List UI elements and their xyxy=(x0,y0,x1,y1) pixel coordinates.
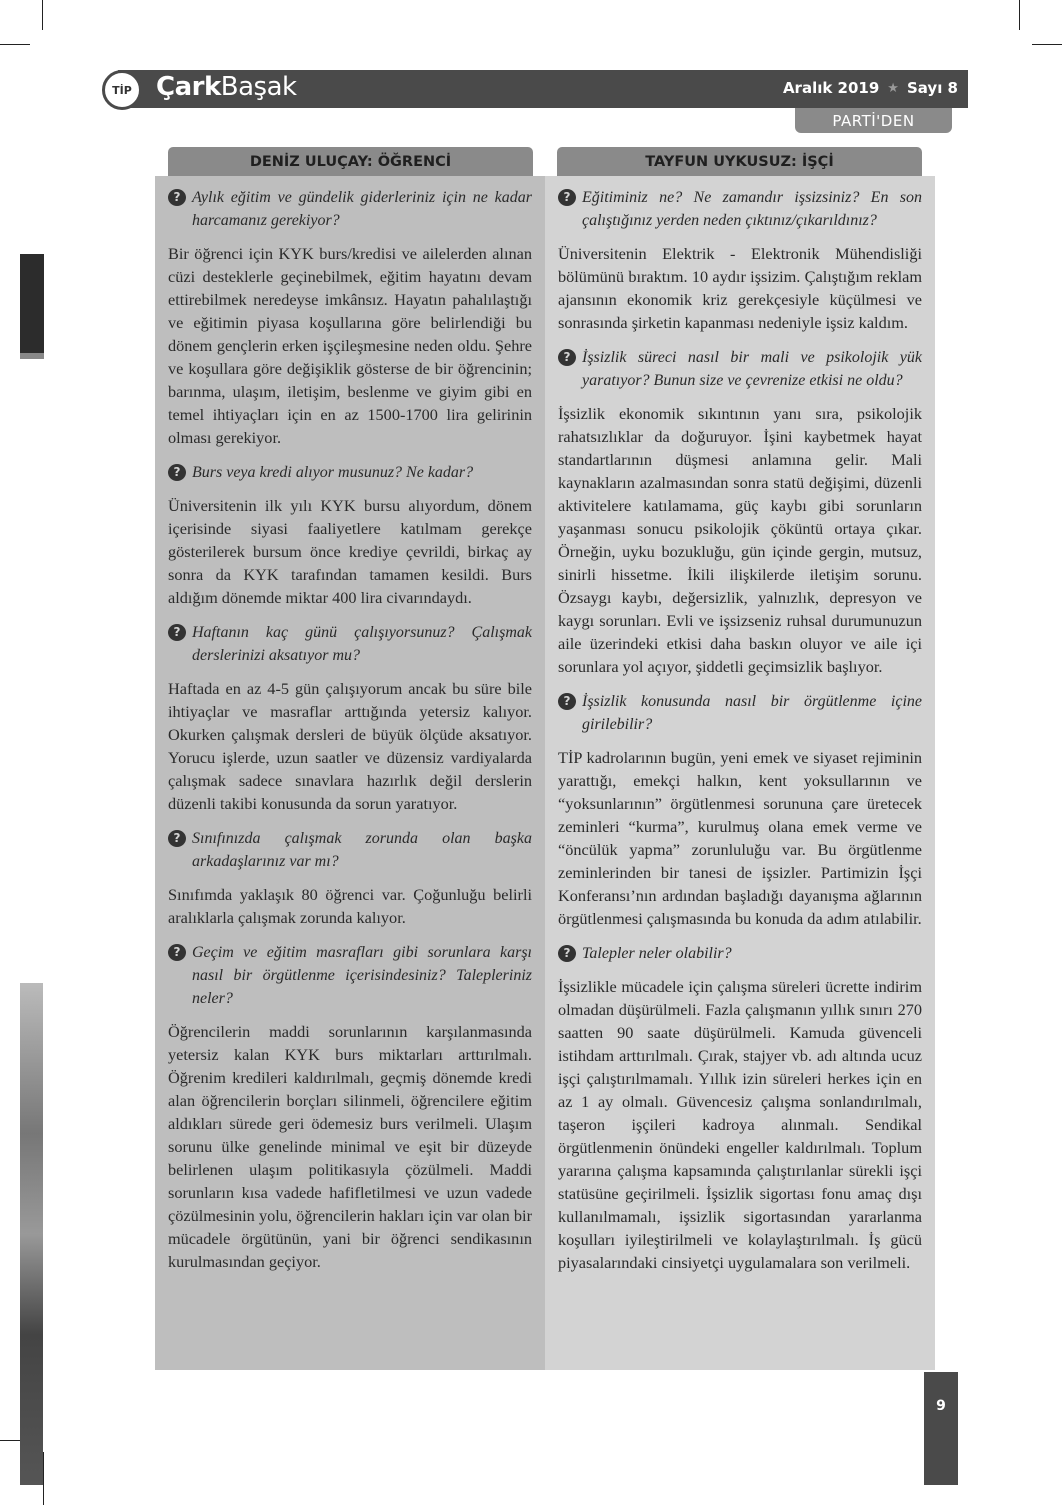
question xyxy=(168,827,532,873)
question-icon: ? xyxy=(558,189,576,206)
question-text: Haftanın kaç günü çalışıyorsunuz? Çalışmak derslerinizi aksatıyor mu? xyxy=(192,624,532,664)
answer-text: İşsizlikle mücadele için çalışma süreleri ücrette indirim olmadan düşürülmeli. Fazla çalışmanın yıllık sınırı 270 saatten 90 saate düşürülmeli. Kamuda güvenceli istihdam arttırılmalı. Çırak, stajyer vb. adı altında ucuz işçi çalıştırılmamalı. Yıllık izin süreleri herkes için en az 1 ay olmalı. Güvencesiz çalışma sonlandırılmalı, taşeron işçileri kadroya alınmalı. Sendikal örgütlenmenin önündeki engeller kaldırılmalı. Toplum yararına çalışma kapsamında çalıştırılanlar sürekli işçi statüsüne geçirilmeli. İşsizlik sigortası fonu amaç dışı kullanılmamalı, işsizlik sigortasından yararlanma koşulları iyileştirilmeli ve kolaylaştırılmalı. İş gücü piyasalarındaki cinsiyetçi uygulamalara son verilmeli. xyxy=(558,977,922,1272)
brand-title xyxy=(156,72,297,102)
crop-mark xyxy=(1032,44,1062,45)
issue-number: Sayı 8 xyxy=(906,79,958,97)
issue-info xyxy=(783,79,958,97)
question xyxy=(558,186,922,232)
issue-date: Aralık 2019 xyxy=(782,79,880,97)
answer-text: TİP kadrolarının bugün, yeni emek ve siyaset rejiminin yarattığı, emekçi halkın, kent yoksullarının ve “yoksunlarının” örgütlenmesi sorununa çare üretecek zeminleri “kurma”, kurulmuş olana emek verme ve “öncülük yapma” zorunluluğu var. Bu örgütlenme zeminlerinden bir tanesi de işsizler. Partimizin İşçi Konferansı’nın ardından başladığı dayanışma ağlarının örgütlenmesi çalışmasında bu konuda da adım atılabilir. xyxy=(558,748,922,928)
brand-bold: Çark xyxy=(156,72,221,102)
section-tab: PARTİ'DEN xyxy=(795,108,952,133)
page-number: 9 xyxy=(924,1372,958,1485)
question-icon: ? xyxy=(558,693,576,710)
interview-column-right xyxy=(545,176,935,1370)
question-text: Sınıfınızda çalışmak zorunda olan başka arkadaşlarınız var mı? xyxy=(192,830,532,870)
question-icon: ? xyxy=(558,945,576,962)
question xyxy=(168,621,532,667)
question-text: İşsizlik konusunda nasıl bir örgütlenme içine girilebilir? xyxy=(582,693,922,733)
question-icon: ? xyxy=(168,944,186,961)
answer-text: Öğrencilerin maddi sorunlarının karşılanmasında yetersiz kalan KYK burs miktarları arttırılmalı. Öğrenim kredileri kaldırılmalı, geçmiş dönemde kredi alan öğrencilerin borçları silinmeli, öğrencilere eğitim aldıkları sürede geri ödemesiz burs verilmeli. Ulaşım sorunu ülke genelinde minimal ve eşit bir düzeyde belirlenen ulaşım politikasıyla çözülmeli. Maddi sorunların kısa vadede hafifletilmesi ve uzun vadede çözülmesinin yolu, öğrencilerin hakları için var olan bir mücadele örgütünün, yani bir öğrenci sendikasının kurulmasından geçiyor. xyxy=(168,1022,532,1271)
question-text: Geçim ve eğitim masrafları gibi sorunlara karşı nasıl bir örgütlenme içerisindesiniz? Talepleriniz neler? xyxy=(192,944,532,1007)
side-marker xyxy=(20,254,44,359)
crop-mark xyxy=(1019,0,1020,30)
column-title-left: DENİZ ULUÇAY: ÖĞRENCİ xyxy=(168,147,533,176)
question-icon: ? xyxy=(558,349,576,366)
question-text: İşsizlik süreci nasıl bir mali ve psikolojik yük yaratıyor? Bunun size ve çevrenize etkisi ne oldu? xyxy=(582,349,922,389)
question xyxy=(168,186,532,232)
answer-text: Bir öğrenci için KYK burs/kredisi ve ailelerden alınan cüzi desteklerle geçinebilmek, eğitim hayatını devam ettirebilmek neredeyse imkânsız. Hayatın pahalılaştığı ve eğitimin piyasa koşullarına göre belirlendiği bu dönem gençlerin erken işçileşmesine neden oldu. Şehre ve koşullara göre değişiklik gösterse de bir öğrencinin; barınma, ulaşım, iletişim, beslenme ve giyim gibi en temel ihtiyaçları için en az 1500-1700 lira gelirinin olması gerekiyor. xyxy=(168,244,532,447)
question xyxy=(558,346,922,392)
question xyxy=(168,941,532,1010)
question-text: Burs veya kredi alıyor musunuz? Ne kadar? xyxy=(192,464,474,481)
tip-logo xyxy=(102,70,142,110)
crop-mark xyxy=(0,44,30,45)
question-icon: ? xyxy=(168,189,186,206)
question xyxy=(558,942,922,965)
answer-text: Üniversitenin ilk yılı KYK bursu alıyordum, dönem içerisinde siyasi faaliyetlere katılmam gerekçe gösterilerek bursum önce krediye çevrildi, birkaç ay sonra da KYK tarafından tamamen kesildi. Burs aldığım dönemde miktar 400 lira civarındaydı. xyxy=(168,496,532,607)
question-icon: ? xyxy=(168,624,186,641)
column-title-right: TAYFUN UYKUSUZ: İŞÇİ xyxy=(557,147,922,176)
brand-light: Başak xyxy=(220,72,297,102)
question-icon: ? xyxy=(168,830,186,847)
answer-text: Haftada en az 4-5 gün çalışıyorum ancak bu süre bile ihtiyaçlar ve masraflar arttığında yetersiz kalıyor. Okurken çalışmak dersleri de büyük ölçüde aksatıyor. Yorucu işlerde, uzun saatler ve düzensiz vardiyalarda çalışmak sadece sınavlara hazırlık değil derslerin düzenli takibi konusunda da sorun yaratıyor. xyxy=(168,679,532,813)
question-text: Aylık eğitim ve gündelik giderleriniz için ne kadar harcamanız gerekiyor? xyxy=(192,189,532,229)
star-icon: ★ xyxy=(887,80,899,96)
answer-text: Üniversitenin Elektrik - Elektronik Mühendisliği bölümünü bıraktım. 10 aydır işsizim. Çalıştığım reklam ajansının ekonomik kriz gerekçesiyle küçülmesi ve sonrasında şirketin kapanması nedeniyle işsiz kaldım. xyxy=(558,244,922,332)
photo-strip xyxy=(20,983,43,1485)
answer-text: Sınıfımda yaklaşık 80 öğrenci var. Çoğunluğu belirli aralıklarla çalışmak zorunda kalıyor. xyxy=(168,885,532,927)
answer-text: İşsizlik ekonomik sıkıntının yanı sıra, psikolojik rahatsızlıklar da doğuruyor. İşini kaybetmek hayat standartlarının düşmesi anlamına gelir. Mali kaynakların azalmasından sonra statü değişimi, düzenli aktivitelere katılamama, güç kaybı gibi sorunların yaşanması sonucu psikolojik çöküntü ortaya çıkar. Örneğin, uyku bozukluğu, gün içinde gergin, mutsuz, sinirli hissetme. İkili ilişkilerde iletişim sorunu. Özsaygı kaybı, değersizlik, yalnızlık, depresyon ve kaygı sorunları. Evli ve işsizseniz ruhsal durumunuzun aile üzerindeki etkisi daha baskın oluyor ve aile içi sorunlara yol açıyor, şiddetli geçimsizlik başlıyor. xyxy=(558,404,922,676)
question xyxy=(558,690,922,736)
question-icon: ? xyxy=(168,464,186,481)
interview-column-left xyxy=(155,176,545,1370)
crop-mark xyxy=(43,1452,44,1505)
question-text: Talepler neler olabilir? xyxy=(582,945,732,962)
question xyxy=(168,461,532,484)
logo-text: TİP xyxy=(112,83,132,97)
question-text: Eğitiminiz ne? Ne zamandır işsizsiniz? En son çalıştığınız yerden neden çıktınız/çıkarıldınız? xyxy=(582,189,922,229)
crop-mark xyxy=(42,0,43,30)
